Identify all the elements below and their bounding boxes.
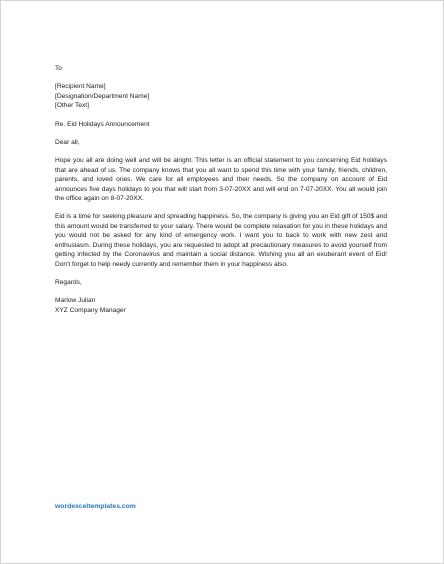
letter-body <box>55 64 387 315</box>
website-link[interactable]: wordexceltemplates.com <box>55 503 136 510</box>
recipient-other: [Other Text] <box>55 102 89 110</box>
paragraph-2: Eid is a time for seeking pleasure and spreading happiness. So, the company is giving you an Eid gift of 150$ and this amount would be transferred to your salary. There would be complete relaxation for you in these holidays and you would not be asked for any kind of emergency work. I want you to back to work with new zest and enthusiasm. During these holidays, you are requested to adopt all precautionary measures to avoid yourself from getting infected by the Coronavirus and maintain a social distance. Wishing you all an exuberant event of Eid! Don't forget to help needy currently and remember them in your happiness also. <box>55 213 387 268</box>
closing: Regards, <box>55 278 82 286</box>
subject-line: Re. Eid Holidays Announcement <box>55 120 150 128</box>
signer-title: XYZ Company Manager <box>55 306 126 314</box>
paragraph-1: Hope you all are doing well and will be alright. This letter is an official statement to you concerning Eid holidays that are ahead of us. The company knows that you all want to spend this time with your family, friends, children, parents, and loved ones. We care for all employees and their needs. So the company on account of Eid announces five days holidays to you that will start from 3-07-20XX and will end on 7-07-20XX. You all would join the office again on 8-07-20XX. <box>55 157 387 203</box>
recipient-designation: [Designation/Department Name] <box>55 92 150 100</box>
recipient-name: [Recipient Name] <box>55 83 106 91</box>
salutation: Dear all, <box>55 139 80 147</box>
to-label: To <box>55 65 62 72</box>
signer-name: Marlow Julian <box>55 297 96 305</box>
